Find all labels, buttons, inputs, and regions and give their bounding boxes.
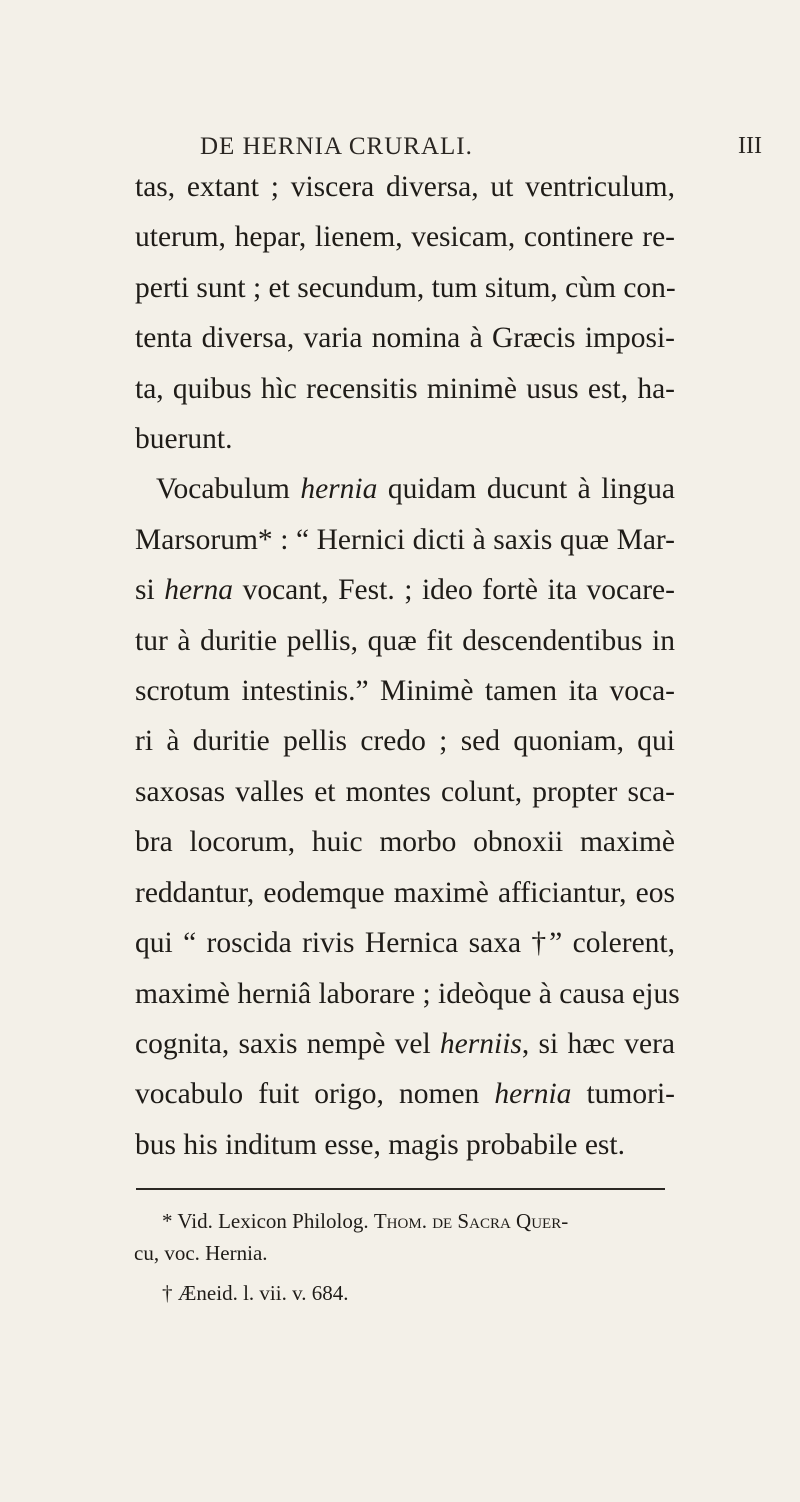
text-line: Marsorum* : “ Hernici dicti à saxis quæ Mar- [135,523,675,556]
text-line: maximè herniâ laborare ; ideòque à causa ejus [135,977,680,1010]
text-line: tur à duritie pellis, quæ fit descendentibus in [135,624,675,657]
text-run: Vocabulum [156,473,301,506]
text-run: si [135,574,165,607]
text-run: cognita, saxis nempè vel [135,1027,440,1060]
text-line [135,565,675,615]
text-line: scrotum intestinis.” Minimè tamen ita voca- [135,675,675,708]
footnote-divider [136,1188,665,1190]
text-line: reddantur, eodemque maximè afficiantur, eos [135,876,675,909]
italic-term: herna [164,574,234,607]
footnote-author: Thom. de Sacra Quer- [373,1209,569,1233]
footnote [134,1205,674,1237]
footnote: † Æneid. l. vii. v. 684. [162,1281,349,1305]
text-run: tumori- [571,1078,675,1111]
text-line: bus his inditum esse, magis probabile est. [135,1128,625,1161]
text-line [135,1019,675,1069]
italic-term: hernia [494,1078,572,1111]
text-run: quidam ducunt à lingua [377,473,675,506]
text-run: vocant, Fest. ; ideo fortè ita vocare- [233,574,675,607]
footnote-text: * Vid. Lexicon Philolog. [162,1209,374,1233]
italic-term: hernia [300,473,378,506]
text-run: vocabulo fuit origo, nomen [135,1078,495,1111]
text-run: , si hæc vera [521,1027,675,1060]
text-line: ta, quibus hìc recensitis minimè usus est, ha- [135,372,675,405]
text-line: qui “ roscida rivis Hernica saxa †” colerent, [135,927,675,960]
footnotes [134,1205,674,1309]
text-line: uterum, hepar, lienem, vesicam, continere re- [135,221,675,254]
text-line: perti sunt ; et secundum, tum situm, cùm con- [135,271,676,304]
text-line [135,464,675,514]
text-line: tas, extant ; viscera diversa, ut ventriculum, [135,171,675,203]
text-line: tenta diversa, varia nomina à Græcis imposi- [135,322,675,355]
body-text [135,162,680,1170]
page-number: III [738,133,762,159]
italic-term: herniis [439,1027,522,1060]
text-line: buerunt. [135,423,233,456]
running-head: DE HERNIA CRURALI. [200,133,473,160]
footnote-continuation: cu, voc. Hernia. [134,1241,268,1265]
text-line: bra locorum, huic morbo obnoxii maximè [135,826,675,859]
text-line: ri à duritie pellis credo ; sed quoniam, qui [135,725,675,758]
text-line: saxosas valles et montes colunt, propter sca- [135,775,675,808]
text-line [135,1069,675,1119]
